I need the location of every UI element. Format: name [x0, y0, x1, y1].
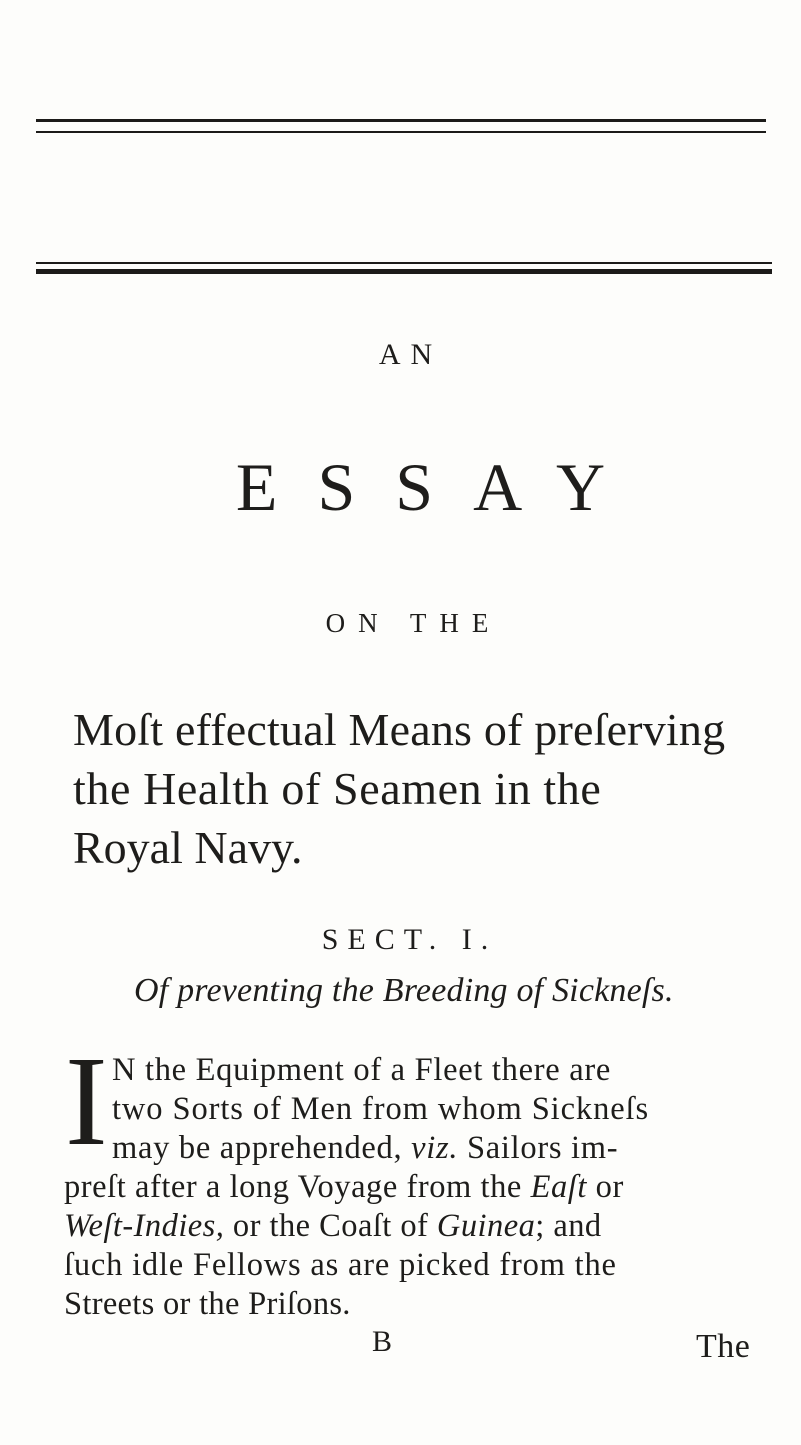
body-line: ſuch idle Fellows as are picked from the	[64, 1247, 617, 1283]
body-text: or	[586, 1169, 624, 1205]
lower-rule-thin	[36, 262, 772, 264]
subtitle-line: Royal Navy.	[73, 822, 303, 873]
section-heading: Of preventing the Breeding of Sickneſs.	[134, 972, 674, 1009]
body-text: or the Coaſt of	[224, 1208, 437, 1244]
body-text-italic: viz.	[411, 1130, 459, 1166]
catchword: The	[696, 1328, 751, 1365]
body-line	[64, 1171, 624, 1204]
body-text-italic: Weſt-Indies,	[64, 1208, 225, 1244]
top-rule-thin	[36, 131, 766, 133]
title-an: AN	[378, 338, 443, 371]
body-line: two Sorts of Men from whom Sickneſs	[112, 1091, 650, 1127]
lower-rule-thick	[36, 269, 772, 274]
body-text: may be apprehended,	[112, 1130, 412, 1166]
body-line	[64, 1210, 602, 1243]
body-line: N the Equipment of a Fleet there are	[112, 1052, 611, 1088]
top-rule-thick	[36, 119, 766, 122]
subtitle-line: the Health of Seamen in the	[73, 763, 602, 814]
subtitle-line: Moſt effectual Means of preſerving	[73, 704, 726, 755]
body-text-italic: Eaſt	[530, 1169, 587, 1205]
title-on-the: ON THE	[325, 608, 502, 638]
body-text: ; and	[535, 1208, 602, 1244]
body-text: Sailors im-	[458, 1130, 619, 1166]
body-text: preſt after a long Voyage from the	[64, 1169, 531, 1205]
section-label: SECT. I.	[321, 923, 498, 956]
drop-cap: I	[65, 1030, 108, 1172]
signature-mark: B	[372, 1325, 393, 1358]
title-essay: ESSAY	[235, 449, 646, 525]
body-line	[112, 1132, 618, 1165]
body-line: Streets or the Priſons.	[64, 1286, 351, 1322]
body-text-italic: Guinea	[436, 1208, 536, 1244]
